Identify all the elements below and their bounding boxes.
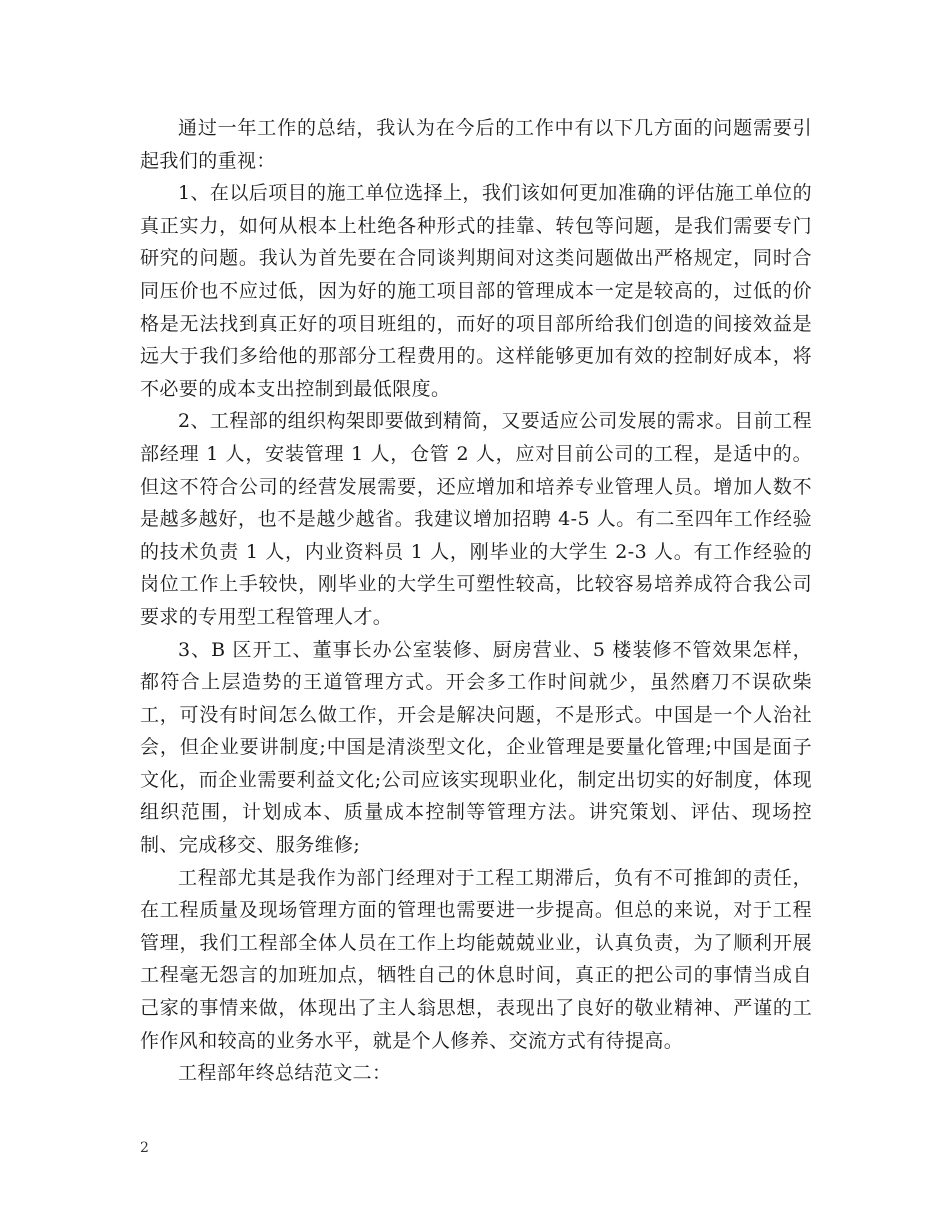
page-number: 2 xyxy=(140,1140,149,1156)
section-heading: 工程部年终总结范文二： xyxy=(178,1062,392,1085)
document-body xyxy=(140,112,812,1090)
paragraph-item-3: 3、B 区开工、董事长办公室装修、厨房营业、5 楼装修不管效果怎样，都符合上层造势的王道管理方式。开会多工作时间就少，虽然磨刀不误砍柴工，可没有时间怎么做工作，开会是解决问题，不是形式。中国是一个人治社会，但企业要讲制度;中国是清淡型文化，企业管理是要量化管理;中国是面子文化，而企业需要利益文化;公司应该实现职业化，制定出切实的好制度，体现组织范围，计划成本、质量成本控制等管理方法。讲究策划、评估、现场控制、完成移交、服务维修; xyxy=(140,638,812,857)
paragraph-item-2: 2、工程部的组织构架即要做到精简，又要适应公司发展的需求。目前工程部经理 1 人，安装管理 1 人，仓管 2 人，应对目前公司的工程，是适中的。但这不符合公司的经营发展需要，还应增加和培养专业管理人员。增加人数不是越多越好，也不是越少越省。我建议增加招聘 4-5 人。有二至四年工作经验的技术负责 1 人，内业资料员 1 人，刚毕业的大学生 2-3 人。有工作经验的岗位工作上手较快，刚毕业的大学生可塑性较高，比较容易培养成符合我公司要求的专用型工程管理人才。 xyxy=(140,410,812,628)
paragraph-summary: 工程部尤其是我作为部门经理对于工程工期滞后，负有不可推卸的责任，在工程质量及现场管理方面的管理也需要进一步提高。但总的来说，对于工程管理，我们工程部全体人员在工作上均能兢兢业业，认真负责，为了顺利开展工程毫无怨言的加班加点，牺牲自己的休息时间，真正的把公司的事情当成自己家的事情来做，体现出了主人翁思想，表现出了良好的敬业精神、严谨的工作作风和较高的业务水平，就是个人修养、交流方式有待提高。 xyxy=(140,866,812,1052)
paragraph-intro: 通过一年工作的总结，我认为在今后的工作中有以下几方面的问题需要引起我们的重视： xyxy=(140,117,812,172)
paragraph-item-1: 1、在以后项目的施工单位选择上，我们该如何更加准确的评估施工单位的真正实力，如何从根本上杜绝各种形式的挂靠、转包等问题，是我们需要专门研究的问题。我认为首先要在合同谈判期间对这类问题做出严格规定，同时合同压价也不应过低，因为好的施工项目部的管理成本一定是较高的，过低的价格是无法找到真正好的项目班组的，而好的项目部所给我们创造的间接效益是远大于我们多给他的那部分工程费用的。这样能够更加有效的控制好成本，将不必要的成本支出控制到最低限度。 xyxy=(140,182,812,400)
